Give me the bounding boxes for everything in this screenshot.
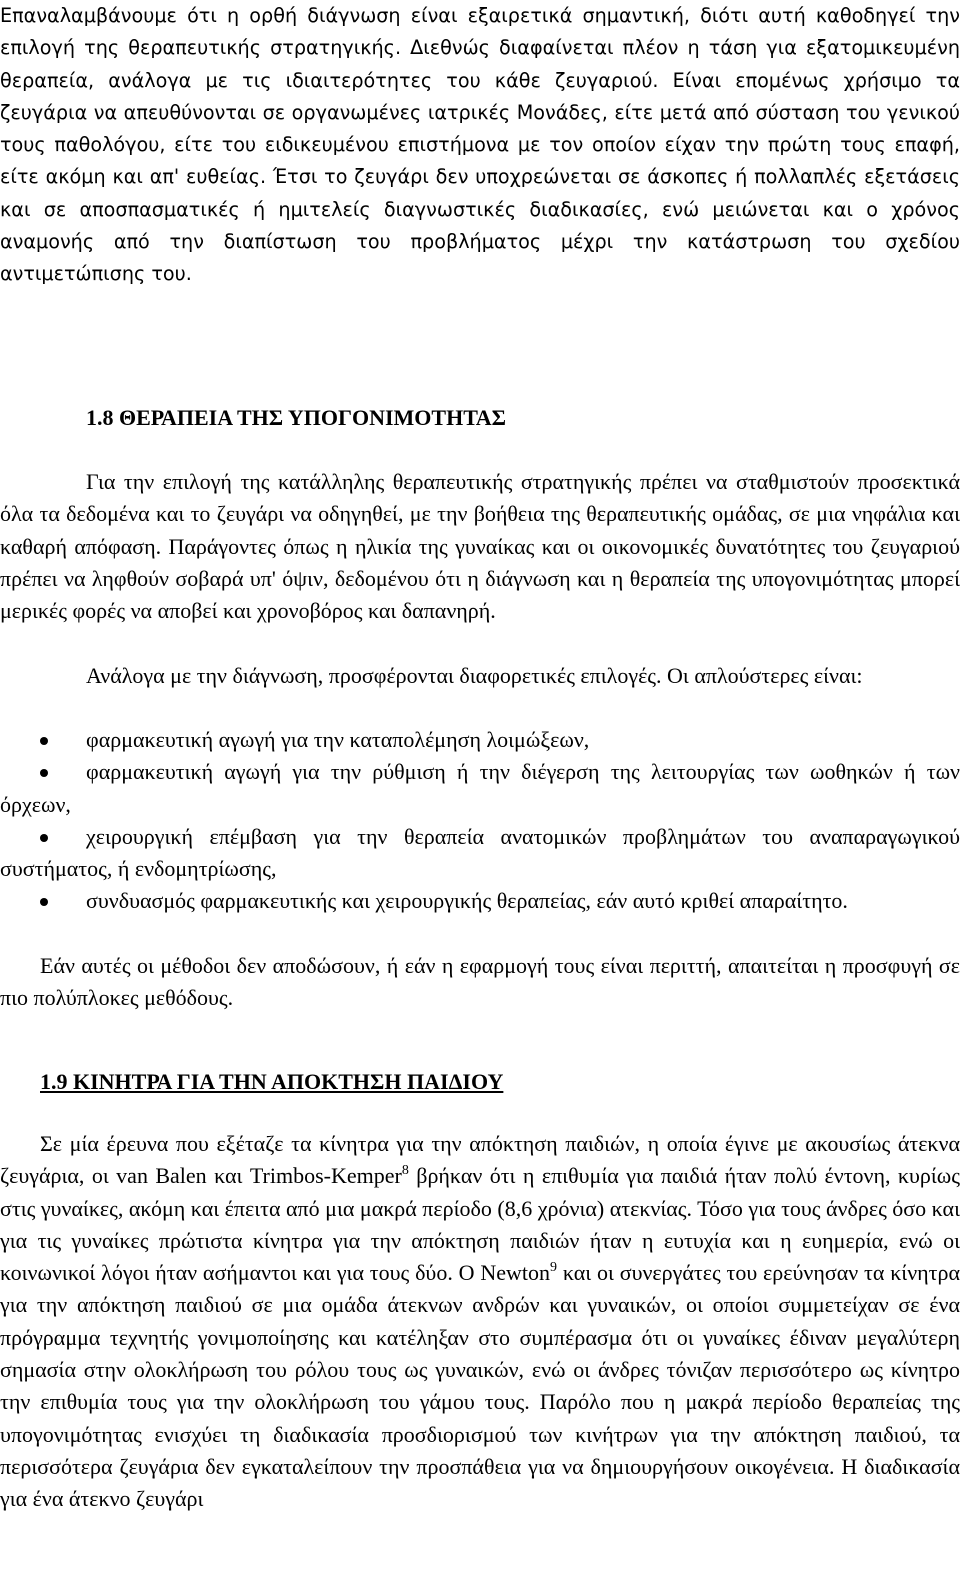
bullet-icon xyxy=(40,769,48,777)
section-1-9-text-part-1: Σε μία έρευνα που εξέταζε τα κίνητρα για την απόκτηση παιδιών, η οποία έγινε με ακουσίως άτεκνα ζευγάρια, οι van Balen και Trimbos-Kemper xyxy=(0,1131,960,1189)
section-1-9-text-part-3: και οι συνεργάτες του ερεύνησαν τα κίνητρα για την απόκτηση παιδιού σε μια ομάδα άτεκνων ανδρών και γυναικών, οι οποίοι συμμετείχαν σε ένα πρόγραμμα τεχνητής γονιμοποίησης και κατέληξαν στο συμπέρασμα ότι οι γυναίκες έδιναν μεγαλύτερη σημασία στην ολοκλήρωση του ρόλου τους ως γυναικών, ενώ οι άνδρες τόνιζαν περισσότερο ως κίνητρο την επιθυμία τους για την ολοκλήρωση του γάμου τους. Παρόλο που η μακρά περίοδο θεραπείας της υπογονιμότητας ενισχύει τη διαδικασία προσδιορισμού των κινήτρων για την απόκτηση παιδιού, τα περισσότερα ζευγάρια δεν εγκαταλείπουν την προσπάθεια για να δημιουργήσουν οικογένεια. Η διαδικασία για ένα άτεκνο ζευγάρι xyxy=(0,1260,960,1512)
section-1-8-paragraph-3: Εάν αυτές οι μέθοδοι δεν αποδώσουν, ή εάν η εφαρμογή τους είναι περιττή, απαιτείται η προσφυγή σε πιο πολύπλοκες μεθόδους. xyxy=(0,953,960,1011)
list-item-text: συνδυασμός φαρμακευτικής και χειρουργικής θεραπείας, εάν αυτό κριθεί απαραίτητο. xyxy=(86,888,848,914)
treatment-options-list xyxy=(0,724,960,918)
list-item xyxy=(0,821,960,886)
section-1-9-text-part-2: βρήκαν ότι η επιθυμία για παιδιά ήταν πολύ έντονη, κυρίως στις γυναίκες, ακόμη και έπειτα από μια μακρά περίοδο (8,6 χρόνια) ατεκνίας. Τόσο για τους άνδρες όσο και για τις γυναίκες πρώτιστα κίνητρα για την απόκτηση παιδιών ήταν η ευτυχία και η ευημερία, ενώ οι κοινωνικοί λόγοι ήταν ασήμαντοι και για τους δύο. Ο Newton xyxy=(0,1163,960,1286)
intro-paragraph: Επαναλαμβάνουμε ότι η ορθή διάγνωση είναι εξαιρετικά σημαντική, διότι αυτή καθοδηγεί την επιλογή της θεραπευτικής στρατηγικής. Διεθνώς διαφαίνεται πλέον η τάση για εξατομικευμένη θεραπεία, ανάλογα με τις ιδιαιτερότητες του κάθε ζευγαριού. Είναι επομένως χρήσιμο τα ζευγάρια να απευθύνονται σε οργανωμένες ιατρικές Μονάδες, είτε μετά από σύσταση του γενικού τους παθολόγου, είτε του ειδικευμένου επιστήμονα με τον οποίον είχαν την πρώτη τους επαφή, είτε ακόμη και απ' ευθείας. Έτσι το ζευγάρι δεν υποχρεώνεται σε άσκοπες ή πολλαπλές εξετάσεις και σε αποσπασματικές ή ημιτελείς διαγνωστικές διαδικασίες, ενώ μειώνεται και ο χρόνος αναμονής από την διαπίστωση του προβλήματος μέχρι την κατάστρωση του σχεδίου αντιμετώπισης του. xyxy=(0,4,960,285)
bullet-icon xyxy=(40,898,48,906)
section-1-8-paragraph-2: Ανάλογα με την διάγνωση, προσφέρονται διαφορετικές επιλογές. Οι απλούστερες είναι: xyxy=(86,663,863,688)
bullet-icon xyxy=(40,834,48,842)
list-item xyxy=(0,885,960,917)
list-item-text: φαρμακευτική αγωγή για την ρύθμιση ή την διέγερση της λειτουργίας των ωοθηκών ή των όρχεων, xyxy=(0,759,960,817)
list-item-text: φαρμακευτική αγωγή για την καταπολέμηση λοιμώξεων, xyxy=(86,727,590,752)
list-item xyxy=(0,756,960,821)
bullet-icon xyxy=(40,737,48,745)
footnote-reference: 8 xyxy=(401,1163,409,1179)
section-heading-1-9: 1.9 ΚΙΝΗΤΡΑ ΓΙΑ ΤΗΝ ΑΠΟΚΤΗΣΗ ΠΑΙΔΙΟΥ xyxy=(40,1069,504,1094)
list-item-text: χειρουργική επέμβαση για την θεραπεία ανατομικών προβλημάτων του αναπαραγωγικού συστήματος, ή ενδομητρίωσης, xyxy=(0,823,960,882)
list-item xyxy=(0,724,960,756)
section-1-9-paragraph xyxy=(0,1128,960,1516)
footnote-reference: 9 xyxy=(550,1260,558,1276)
section-heading-1-8: 1.8 ΘΕΡΑΠΕΙΑ ΤΗΣ ΥΠΟΓΟΝΙΜΟΤΗΤΑΣ xyxy=(86,405,506,430)
section-1-8-paragraph-1: Για την επιλογή της κατάλληλης θεραπευτικής στρατηγικής πρέπει να σταθμιστούν προσεκτικά όλα τα δεδομένα και το ζευγάρι να οδηγηθεί, με την βοήθεια της θεραπευτικής ομάδας, σε μια νηφάλια και καθαρή απόφαση. Παράγοντες όπως η ηλικία της γυναίκας και οι οικονομικές δυνατότητες του ζευγαριού πρέπει να ληφθούν σοβαρά υπ' όψιν, δεδομένου ότι η διάγνωση και η θεραπεία της υπογονιμότητας μπορεί μερικές φορές να αποβεί και χρονοβόρος και δαπανηρή. xyxy=(0,469,960,624)
